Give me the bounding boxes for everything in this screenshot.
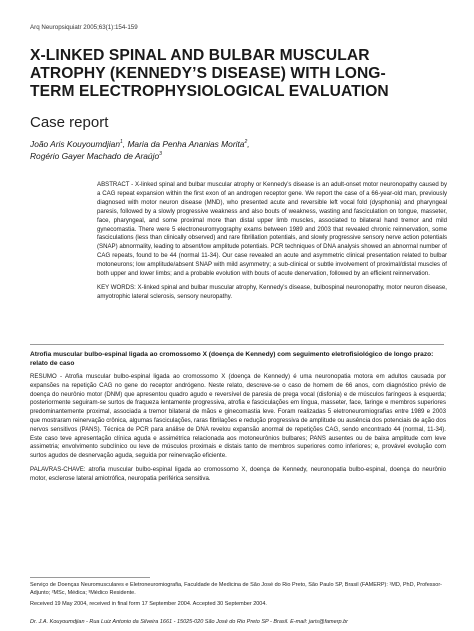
author-affiliation-mark: 2: [244, 139, 248, 146]
journal-citation: Arq Neuropsiquiatr 2005;63(1):154-159: [30, 24, 138, 31]
section-divider: [30, 344, 444, 345]
received-dates: Received 19 May 2004, received in final form 17 September 2004. Accepted 30 September 2004.: [30, 600, 267, 607]
abstract-keywords: KEY WORDS: X-linked spinal and bulbar muscular atrophy, Kennedy’s disease, bulbospinal neuronopathy, motor neuron disease, amyotrophic lateral sclerosis, sensory neuropathy.: [97, 283, 447, 300]
portuguese-title: Atrofia muscular bulbo-espinal ligada ao cromossomo X (doença de Kennedy) com seguimento eletrofisiológico de longo prazo: relato de caso: [30, 351, 434, 367]
portuguese-abstract: [30, 350, 446, 484]
abstract-text: ABSTRACT - X-linked spinal and bulbar muscular atrophy or Kennedy’s disease is an adult-onset motor neuronopathy caused by a CAG repeat expansion within the first exon of an androgen receptor gene. We report the case of a 66-year-old man, previously diagnosed with motor neuron disease (MND), who presented acute and reversible left vocal fold (dysphonia) and pharyngeal paresis, followed by a slowly progressive weakness and also bouts of weakness, wasting and fasciculation on tongue, masseter, face, pharyngeal, and some proximal more than distal upper limb muscles, associated to bilateral hand tremor and mild gynecomastia. There were 5 electroneuromyography exams between 1989 and 2003 that revealed chronic reinnervation, some fasciculations (less than clinically observed) and rare fibrillation potentials, and slowly progressive sensory nerve action potentials (SNAP) abnormality, leading to absent/low amplitude potentials. PCR techniques of DNA analysis showed an abnormal number of CAG repeats, found to be 44 (normal 11-34). Our case revealed an acute and asymmetric clinical presentation related to bulbar motoneurons; low amplitude/absent SNAP with mild asymmetry; a sub-clinical or subtle involvement of proximal/distal muscles of both upper and lower limbs; and a probable evolution with bouts of acute denervation, followed by an efficient reinnervation.: [97, 181, 447, 278]
resumo-text: RESUMO - Atrofia muscular bulbo-espinal ligada ao cromossomo X (doença de Kennedy) é uma neuronopatia motora em adultos causada por expansões na repetição CAG no gene do receptor andrógeno. Neste relato, descreve-se o caso de homem de 66 anos, com diagnóstico prévio de doença do neurônio motor (DNM) que apresentou quadro agudo e reversível de paresia de prega vocal (disfonia) e de músculos faríngeos à esquerda; posteriormente seguiram-se surtos de fraqueza lentamente progressiva, atrofia e fasciculações em língua, masseter, face, faringe e membros superiores predominantemente proximal, associada a tremor bilateral de mãos e ginecomastia leve. Foram realizadas 5 eletroneuromiografias entre 1989 e 2003 que mostraram reinervação crônica, algumas fasciculações, raras fibrilações e redução progressiva de amplitude ou ausência dos potenciais de ação dos nervos sensitivos (PANS). Técnica de PCR para análise de DNA revelou expansão anormal de repetições CAG, sendo encontrado 44 (normal, 11-34). Este caso teve apresentação clínica aguda e assimétrica relacionada aos motoneurônios bulbares; PANS ausentes ou de baixa amplitude com leve assimetria; envolvimento subclínico ou leve de músculos proximais e distais tanto de membros superiores como inferiores; e, provável evolução com surtos agudos de desnervação aguda, seguida por reinervação eficiente.: [30, 373, 446, 460]
author-affiliation-mark: 3: [159, 150, 162, 157]
article-title-line: ATROPHY (KENNEDY’S DISEASE) WITH LONG-: [30, 65, 386, 82]
author-affiliation-mark: 1: [120, 139, 123, 146]
author-line: [30, 139, 440, 151]
article-title-line: X-LINKED SPINAL AND BULBAR MUSCULAR: [30, 47, 370, 64]
author-line: [30, 151, 440, 163]
resumo-keywords: PALAVRAS-CHAVE: atrofia muscular bulbo-espinal ligada ao cromossomo X, doença de Kennedy, neuronopatia bulbo-espinal, doença do neurônio motor, esclerose lateral amiotrófica, neuropatia periférica sensitiva.: [30, 465, 446, 482]
footnotes: [30, 582, 450, 608]
correspondence-address: Dr. J.A. Kouyoumdjian - Rua Luiz Antonio da Silveira 1661 - 15025-020 São José do Rio Preto SP - Brasil. E-mail: jaris@famerp.br: [30, 619, 349, 625]
footnote-divider: [30, 577, 150, 578]
author-list: [30, 139, 440, 162]
article-title-line: TERM ELECTROPHYSIOLOGICAL EVALUATION: [30, 83, 389, 100]
author-name: , Maria da Penha Ananias Morita: [122, 139, 245, 149]
affiliation-note: Serviço de Doenças Neuromusculares e Eletroneuromiografia, Faculdade de Medicina de São José do Rio Preto, São Paulo SP, Brasil (FAMERP): ¹MD, PhD, Professor-Adjunto; ²MSc, Médica; ³Médico Residente.: [30, 582, 442, 596]
article-type: Case report: [30, 114, 109, 131]
author-name: Rogério Gayer Machado de Araújo: [30, 150, 160, 161]
english-abstract: [97, 181, 447, 302]
author-name: João Aris Kouyoumdjian: [30, 139, 121, 149]
author-separator: ,: [247, 139, 250, 149]
article-title: [30, 47, 450, 101]
